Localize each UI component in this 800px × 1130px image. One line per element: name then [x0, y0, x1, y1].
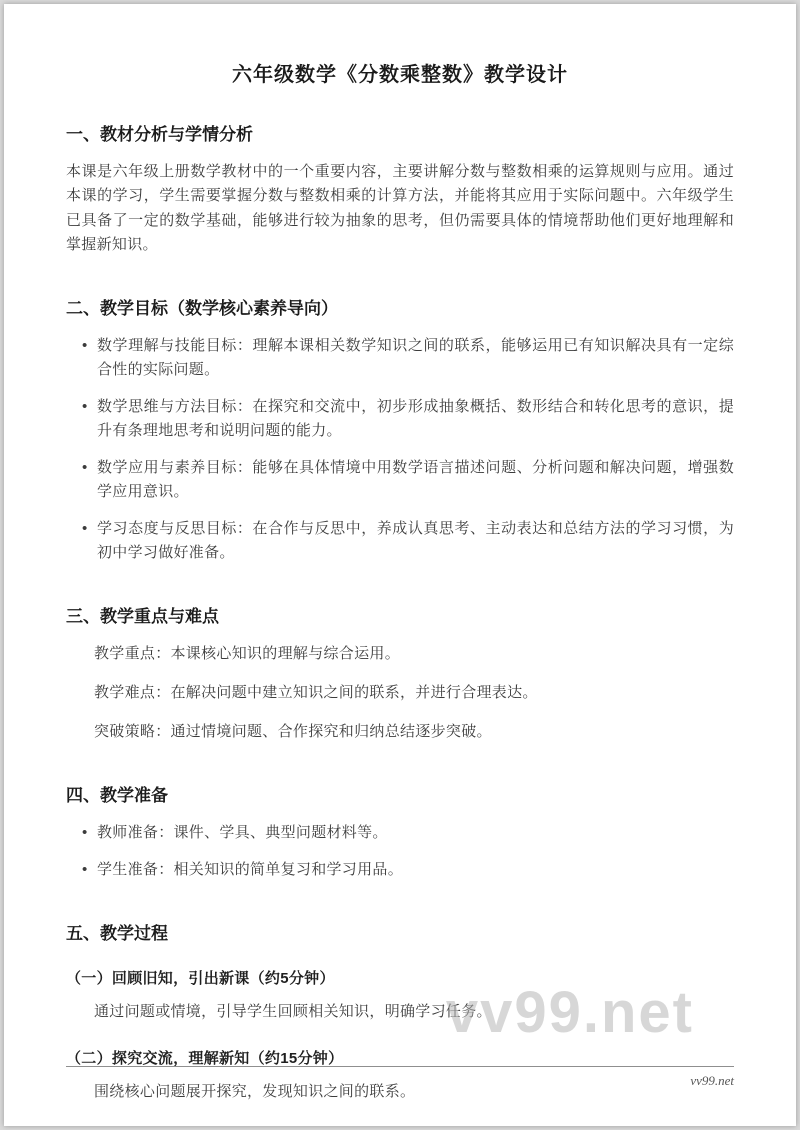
bullet-item: • 学生准备：相关知识的简单复习和学习用品。 — [82, 858, 734, 882]
section-material-analysis — [66, 120, 734, 257]
section-key-points — [66, 602, 734, 744]
page-footer — [66, 1066, 734, 1090]
bullet-item: • 数学应用与素养目标：能够在具体情境中用数学语言描述问题、分析问题和解决问题，增强数学应用意识。 — [82, 456, 734, 504]
section-heading: 四、教学准备 — [66, 786, 168, 806]
body-paragraph: 本课是六年级上册数学教材中的一个重要内容，主要讲解分数与整数相乘的运算规则与应用。通过本课的学习，学生需要掌握分数与整数相乘的计算方法，并能将其应用于实际问题中。六年级学生已具备了一定的数学基础，能够进行较为抽象的思考，但仍需要具体的情境帮助他们更好地理解和掌握新知识。 — [66, 163, 734, 253]
process-step-heading: （二）探究交流，理解新知（约15分钟） — [66, 1050, 344, 1068]
bullet-item: • 教师准备：课件、学具、典型问题材料等。 — [82, 821, 734, 845]
key-point-item: 教学难点：在解决问题中建立知识之间的联系，并进行合理表达。 — [94, 684, 538, 702]
bullet-item: • 学习态度与反思目标：在合作与反思中，养成认真思考、主动表达和总结方法的学习习惯，为初中学习做好准备。 — [82, 517, 734, 565]
watermark: vv99.net — [445, 980, 694, 1045]
process-step-text: 围绕核心问题展开探究，发现知识之间的联系。 — [94, 1083, 416, 1101]
goal-bullet-list — [66, 334, 734, 565]
footer-site-label: vv99.net — [690, 1073, 734, 1088]
section-heading: 二、教学目标（数学核心素养导向） — [66, 299, 338, 319]
section-preparation — [66, 781, 734, 882]
bullet-item: • 数学思维与方法目标：在探究和交流中，初步形成抽象概括、数形结合和转化思考的意识，提升有条理地思考和说明问题的能力。 — [82, 395, 734, 443]
section-teaching-goals — [66, 294, 734, 565]
process-step-heading: （一）回顾旧知，引出新课（约5分钟） — [66, 970, 335, 988]
page-title: 六年级数学《分数乘整数》教学设计 — [232, 64, 568, 86]
document-page — [4, 4, 796, 1126]
bullet-item: • 数学理解与技能目标：理解本课相关数学知识之间的联系，能够运用已有知识解决具有一定综合性的实际问题。 — [82, 334, 734, 382]
key-point-item: 突破策略：通过情境问题、合作探究和归纳总结逐步突破。 — [94, 723, 492, 741]
preparation-bullet-list — [66, 821, 734, 882]
key-point-item: 教学重点：本课核心知识的理解与综合运用。 — [94, 645, 401, 663]
section-heading: 一、教材分析与学情分析 — [66, 125, 253, 144]
section-heading: 三、教学重点与难点 — [66, 607, 219, 627]
process-step-text: 通过问题或情境，引导学生回顾相关知识，明确学习任务。 — [94, 1003, 492, 1021]
section-heading: 五、教学过程 — [66, 924, 168, 944]
